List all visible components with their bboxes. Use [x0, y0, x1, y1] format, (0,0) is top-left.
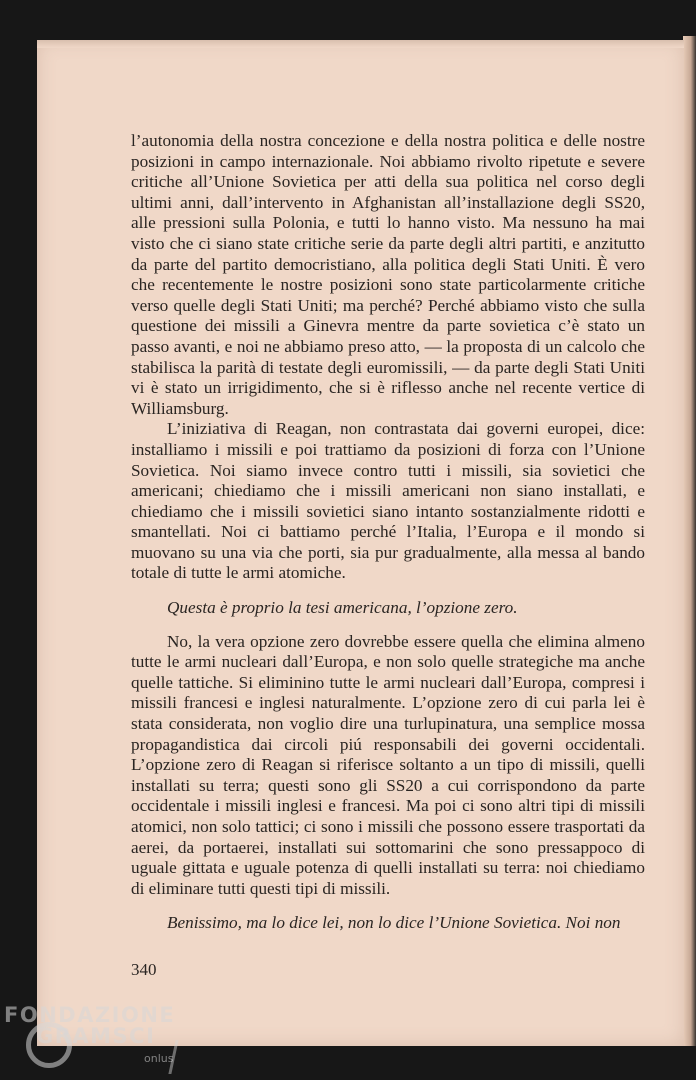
- page-top-shadow: [37, 40, 684, 48]
- page-number: 340: [131, 960, 157, 979]
- interviewer-question-2: Benissimo, ma lo dice lei, non lo dice l’Unione Sovietica. Noi non: [167, 913, 621, 933]
- paragraph-1: l’autonomia della nostra concezione e della nostra politica e delle nostre posizioni in campo internazionale. Noi abbiamo rivolto ripetute e severe critiche all’Unione Sovietica per atti della sua politica nel corso degli ultimi anni, dall’intervento in Afghanistan all’installazione degli SS20, alle pressioni sulla Polonia, e tutti lo hanno visto. Ma nessuno ha mai visto che ci siano state critiche serie da parte degli altri partiti, e anzitutto da parte del partito democristiano, alla politica degli Stati Uniti. È vero che recentemente le nostre posizioni sono state particolarmente critiche verso quelle degli Stati Uniti; ma perché? Perché abbiamo visto che sulla questione dei missili a Ginevra mentre da parte sovietica c’è stato un passo avanti, e noi ne abbiamo preso atto, — la proposta di un calcolo che stabilisca la parità di testate degli euromissili, — da parte degli Stati Uniti vi è stato un irrigidimento, che si è riflesso anche nel recente vertice di Williamsburg.: [131, 131, 645, 418]
- watermark-line1: FONDAZIONE: [4, 1003, 176, 1027]
- paragraph-2: L’iniziativa di Reagan, non contrastata dai governi europei, dice: installiamo i missili e poi trattiamo da posizioni di forza con l’Unione Sovietica. Noi siamo invece contro tutti i missili, sia sovietici che americani; chiediamo che i missili americani non siano installati, e chiediamo che i missili sovietici siano intanto sostanzialmente ridotti e smantellati. Noi ci battiamo perché l’Italia, l’Europa e il mondo si muovano su una via che porti, sia pur gradualmente, alla messa al bando totale di tutte le armi atomiche.: [131, 419, 645, 583]
- page-text: [131, 131, 645, 947]
- watermark-line2: GRAMSCI: [36, 1024, 156, 1048]
- book-page: [37, 40, 684, 1046]
- scan-background-edge: [683, 36, 696, 1046]
- paragraph-3: No, la vera opzione zero dovrebbe essere quella che elimina almeno tutte le armi nucleari dall’Europa, e non solo quelle strategiche ma anche quelle tattiche. Si eliminino tutte le armi nucleari dall’Europa, compresi i missili francesi e inglesi naturalmente. L’opzione zero di cui parla lei è stata considerata, non voglio dire una turlupinatura, una semplice mossa propagandistica dai circoli piú responsabili dei governi occidentali. L’opzione zero di Reagan si riferisce soltanto a un tipo di missili, quelli installati su terra; questi sono gli SS20 a cui corrispondono da parte occidentale i missili inglesi e francesi. Ma poi ci sono altri tipi di missili atomici, non solo tattici; ci sono i missili che possono essere trasportati da aerei, da portaerei, installati sui sottomarini che sono pressappoco di uguale gittata e uguale potenza di quelli installati su terra: noi chiediamo di eliminare tutti questi tipi di missili.: [131, 631, 645, 898]
- interviewer-question-1: Questa è proprio la tesi americana, l’opzione zero.: [167, 598, 518, 618]
- watermark-onlus: onlus: [144, 1052, 174, 1065]
